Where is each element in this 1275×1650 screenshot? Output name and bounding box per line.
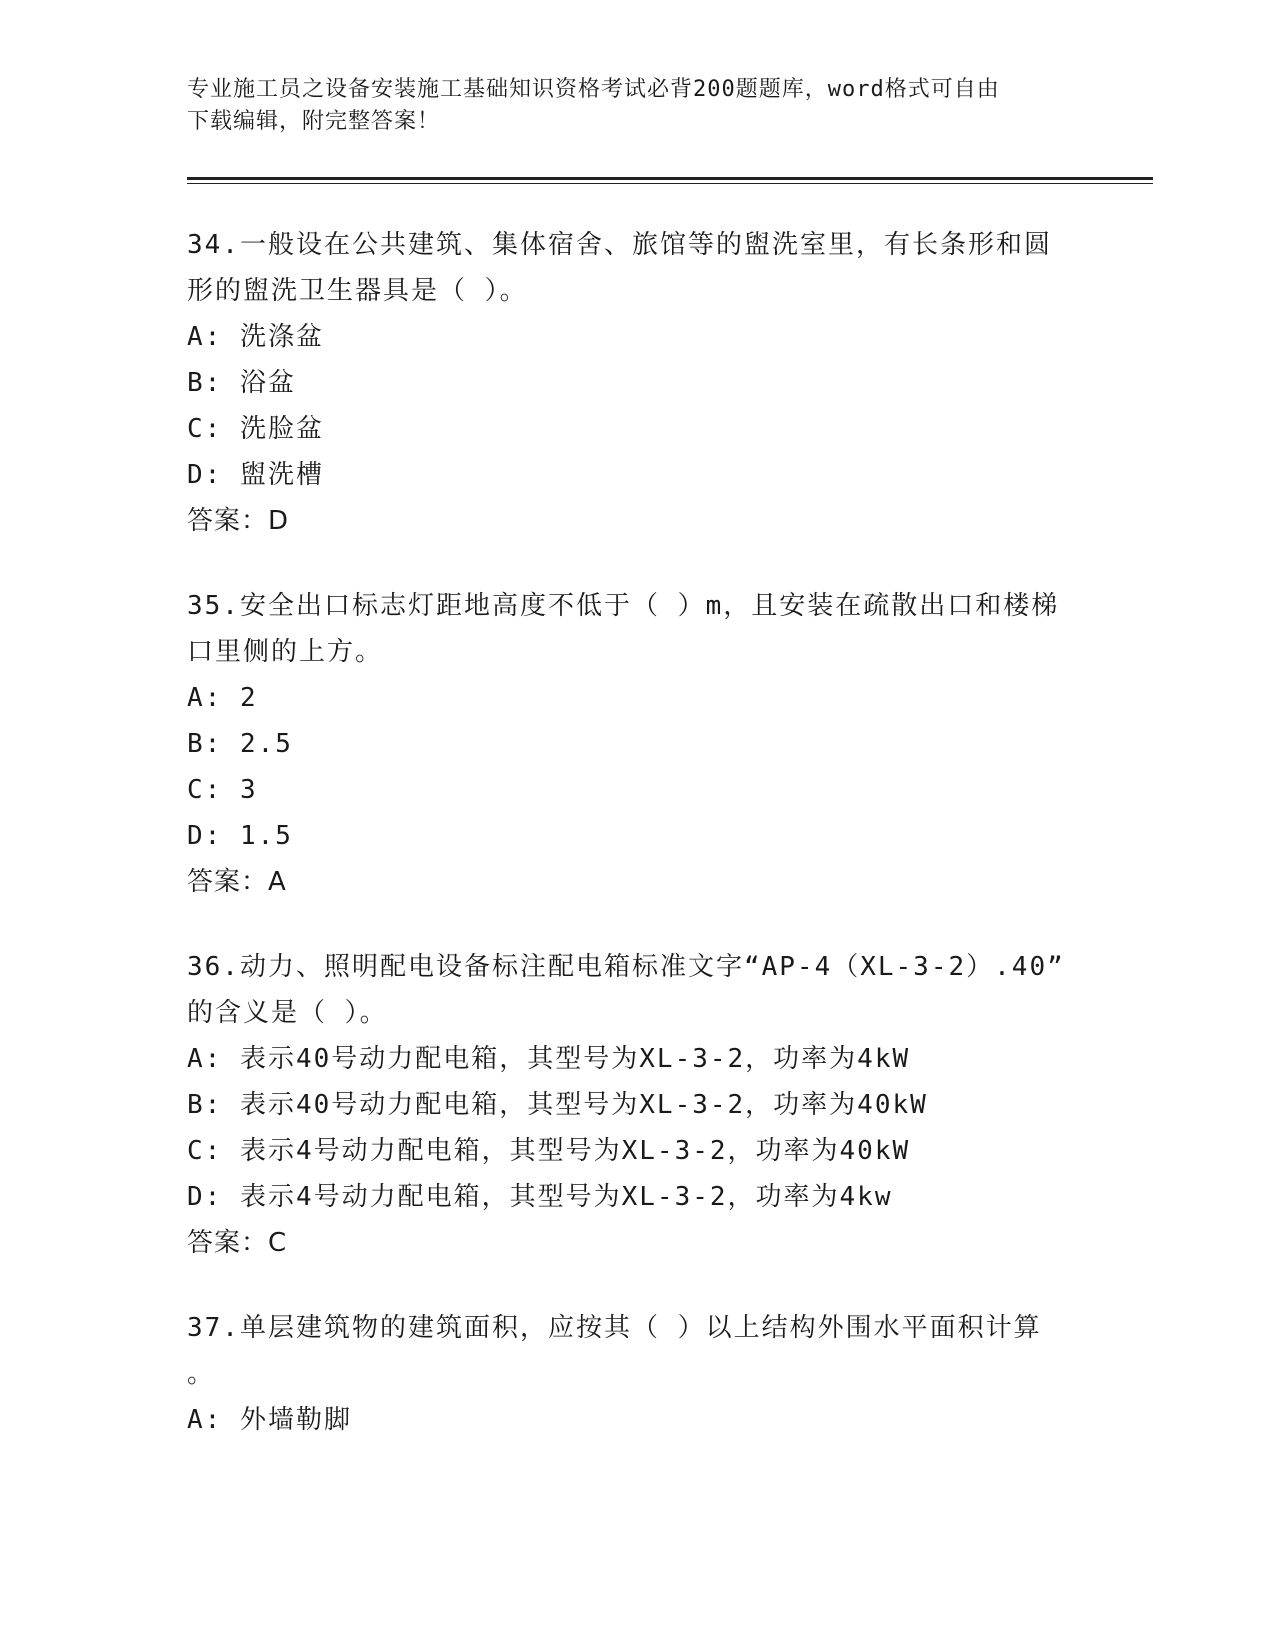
option-c: C: 洗脸盆 [187, 414, 324, 444]
question-text-line-2: 。 [187, 1359, 216, 1389]
option-a: A: 外墙勒脚 [187, 1405, 352, 1435]
question-35 [187, 583, 1087, 905]
question-36 [187, 944, 1087, 1266]
header-line-1: 专业施工员之设备安装施工基础知识资格考试必背200题题库，word格式可自由 [187, 77, 1000, 102]
question-text-line-1: 34.一般设在公共建筑、集体宿舍、旅馆等的盥洗室里，有长条形和圆 [187, 230, 1052, 260]
question-text-line-2: 口里侧的上方。 [187, 637, 384, 667]
question-37 [187, 1305, 1087, 1443]
answer: 答案：A [187, 867, 287, 897]
option-c: C: 3 [187, 775, 258, 805]
question-34 [187, 222, 1087, 544]
question-text-line-2: 的含义是（ ）。 [187, 998, 388, 1028]
option-b: B: 浴盆 [187, 368, 296, 398]
answer: 答案：D [187, 506, 290, 536]
header-divider-thin [187, 183, 1153, 184]
option-d: D: 盥洗槽 [187, 460, 324, 490]
question-text-line-1: 37.单层建筑物的建筑面积，应按其（ ）以上结构外围水平面积计算 [187, 1313, 1042, 1343]
option-d: D: 1.5 [187, 821, 293, 851]
header-line-2: 下载编辑，附完整答案！ [187, 109, 441, 134]
option-a: A: 洗涤盆 [187, 322, 324, 352]
option-a: A: 表示40号动力配电箱，其型号为XL-3-2，功率为4kW [187, 1044, 911, 1074]
question-text-line-2: 形的盥洗卫生器具是（ ）。 [187, 276, 528, 306]
option-b: B: 2.5 [187, 729, 293, 759]
option-c: C: 表示4号动力配电箱，其型号为XL-3-2，功率为40kW [187, 1136, 911, 1166]
answer: 答案：C [187, 1228, 288, 1258]
option-d: D: 表示4号动力配电箱，其型号为XL-3-2，功率为4kw [187, 1182, 893, 1212]
option-a: A: 2 [187, 683, 258, 713]
question-text-line-1: 36.动力、照明配电设备标注配电箱标准文字“AP-4（XL-3-2）.40” [187, 952, 1065, 982]
header-divider-thick [187, 177, 1153, 180]
question-text-line-1: 35.安全出口标志灯距地高度不低于（ ）m，且安装在疏散出口和楼梯 [187, 591, 1060, 621]
option-b: B: 表示40号动力配电箱，其型号为XL-3-2，功率为40kW [187, 1090, 928, 1120]
document-header [187, 74, 1087, 138]
